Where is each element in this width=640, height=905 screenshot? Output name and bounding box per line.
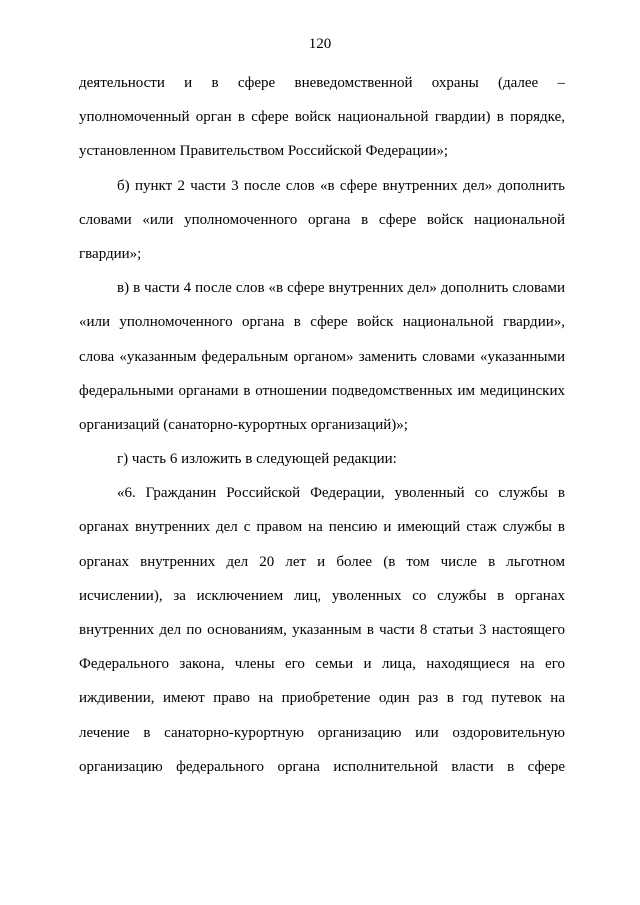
- text-line: лечение в санаторно-курортную организацию или оздоровительную: [79, 724, 565, 741]
- text-line: г) часть 6 изложить в следующей редакции:: [117, 451, 397, 468]
- text-line: органах внутренних дел 20 лет и более (в том числе в льготном: [79, 553, 565, 570]
- text-line: гвардии»;: [79, 245, 142, 262]
- text-line: федеральными органами в отношении подведомственных им медицинских: [79, 382, 565, 399]
- document-body: [79, 66, 565, 784]
- text-line: деятельности и в сфере вневедомственной охраны (далее –: [79, 75, 565, 91]
- text-line: «или уполномоченного органа в сфере войск национальной гвардии»,: [79, 314, 565, 331]
- text-line: уполномоченный орган в сфере войск национальной гвардии) в порядке,: [79, 109, 565, 126]
- text-line: организаций (санаторно-курортных организаций)»;: [79, 416, 408, 433]
- text-line: внутренних дел по основаниям, указанным в части 8 статьи 3 настоящего: [79, 622, 565, 638]
- text-line: словами «или уполномоченного органа в сфере войск национальной: [79, 211, 565, 228]
- text-line: Федерального закона, члены его семьи и лица, находящиеся на его: [79, 656, 565, 673]
- page-number: 120: [308, 36, 332, 52]
- text-line: слова «указанным федеральным органом» заменить словами «указанными: [79, 348, 565, 365]
- text-line: иждивении, имеют право на приобретение один раз в год путевок на: [79, 690, 565, 707]
- text-line: в) в части 4 после слов «в сфере внутренних дел» дополнить словами: [117, 280, 565, 297]
- text-line: исчислении), за исключением лиц, уволенных со службы в органах: [79, 587, 565, 604]
- text-line: организацию федерального органа исполнительной власти в сфере: [79, 758, 565, 775]
- text-line: органах внутренних дел с правом на пенсию и имеющий стаж службы в: [79, 519, 565, 536]
- text-line: б) пункт 2 части 3 после слов «в сфере внутренних дел» дополнить: [117, 177, 565, 194]
- text-line: установленном Правительством Российской Федерации»;: [79, 143, 449, 160]
- text-line: «6. Гражданин Российской Федерации, уволенный со службы в: [117, 485, 565, 502]
